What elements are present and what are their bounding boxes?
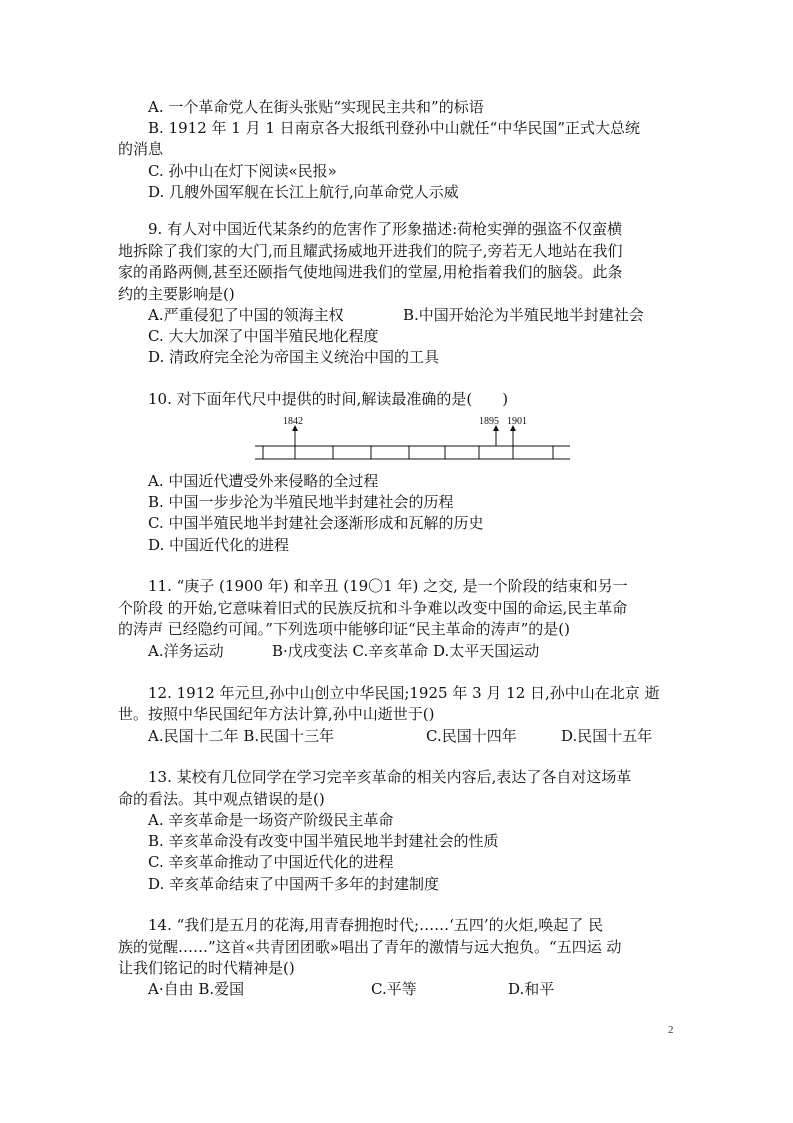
q13-option-d: D. 辛亥革命结束了中国两千多年的封建制度: [148, 875, 440, 893]
timeline-year-1901: 1901: [507, 416, 527, 427]
q12-option-ab: A.民国十二年 B.民国十三年: [148, 727, 335, 745]
q11-stem-line-1: 11. “庚子 (1900 年) 和辛丑 (19〇1 年) 之交, 是一个阶段的结束和另一: [148, 577, 628, 595]
q9-option-b: B.中国开始沦为半殖民地半封建社会: [403, 306, 644, 324]
q12-stem-line-1: 12. 1912 年元旦,孙中山创立中华民国;1925 年 3 月 12 日,孙中山在北京 逝: [148, 684, 660, 702]
q14-stem-line-1: 14. “我们是五月的花海,用青春拥抱时代;……‘五四’的火炬,唤起了 民: [148, 916, 604, 934]
q10-option-a: A. 中国近代遭受外来侵略的全过程: [148, 472, 379, 490]
q14-option-d: D.和平: [508, 980, 555, 998]
q14-option-c: C.平等: [371, 980, 417, 998]
q12-option-c: C.民国十四年: [426, 727, 517, 745]
timeline-year-1895: 1895: [479, 416, 499, 427]
q10-option-d: D. 中国近代化的进程: [148, 536, 290, 554]
q9-stem-line-2: 地拆除了我们家的大门,而且耀武扬威地开进我们的院子,旁若无人地站在我们: [118, 242, 623, 260]
q14-stem-line-2: 族的觉醒……”这首«共青团团歌»唱出了青年的激情与远大抱负。“五四运 动: [118, 938, 622, 956]
q14-option-ab: A·自由 B.爱国: [148, 980, 245, 998]
q9-option-c: C. 大大加深了中国半殖民地化程度: [148, 327, 379, 345]
timeline-marker-1901: [507, 416, 527, 446]
q10-option-c: C. 中国半殖民地半封建社会逐渐形成和瓦解的历史: [148, 514, 484, 532]
q8-option-d: D. 几艘外国军舰在长江上航行,向革命党人示威: [148, 183, 459, 201]
q12-stem-line-2: 世。按照中华民国纪年方法计算,孙中山逝世于(): [118, 705, 435, 723]
q9-stem-line-4: 约的主要影响是(): [118, 285, 235, 303]
q8-option-b-cont: 的消息: [118, 140, 164, 158]
q9-stem-line-1: 9. 有人对中国近代某条约的危害作了形象描述:荷枪实弹的强盗不仅蛮横: [148, 220, 623, 238]
timeline-ruler: [255, 415, 575, 461]
q11-stem-line-2: 个阶段 的开始,它意味着旧式的民族反抗和斗争难以改变中国的命运,民主革命: [118, 599, 628, 617]
q13-option-c: C. 辛亥革命推动了中国近代化的进程: [148, 853, 394, 871]
q8-option-c: C. 孙中山在灯下阅读«民报»: [148, 162, 337, 180]
q10-option-b: B. 中国一步步沦为半殖民地半封建社会的历程: [148, 493, 454, 511]
q8-option-a: A. 一个革命党人在街头张贴“实现民主共和”的标语: [148, 98, 484, 116]
timeline-marker-1842: [283, 416, 303, 446]
q12-option-d: D.民国十五年: [561, 727, 653, 745]
q13-stem-line-1: 13. 某校有几位同学在学习完辛亥革命的相关内容后,表达了各自对这场革: [148, 768, 632, 786]
q13-stem-line-2: 命的看法。其中观点错误的是(): [118, 790, 325, 808]
q9-option-a: A.严重侵犯了中国的领海主权: [148, 306, 344, 324]
timeline-year-1842: 1842: [283, 416, 303, 427]
q8-option-b: B. 1912 年 1 月 1 日南京各大报纸刊登孙中山就任“中华民国”正式大总统: [148, 119, 640, 137]
q11-option-bcd: B·戊戌变法 C.辛亥革命 D.太平天国运动: [272, 642, 540, 660]
q9-option-d: D. 清政府完全沦为帝国主义统治中国的工具: [148, 348, 440, 366]
q11-stem-line-3: 的涛声 已经隐约可闻。”下列选项中能够印证“民主革命的涛声”的是(): [118, 620, 570, 638]
q13-option-b: B. 辛亥革命没有改变中国半殖民地半封建社会的性质: [148, 832, 499, 850]
q9-stem-line-3: 家的甬路两侧,甚至还颐指气使地闯进我们的堂屋,用枪指着我们的脑袋。此条: [118, 263, 623, 281]
q10-stem: 10. 对下面年代尺中提供的时间,解读最准确的是( ): [148, 390, 509, 408]
page-number: 2: [668, 1024, 674, 1036]
q11-option-a: A.洋务运动: [148, 642, 224, 660]
q14-stem-line-3: 让我们铭记的时代精神是(): [118, 959, 295, 977]
q13-option-a: A. 辛亥革命是一场资产阶级民主革命: [148, 811, 394, 829]
timeline-marker-1895: [479, 416, 499, 446]
